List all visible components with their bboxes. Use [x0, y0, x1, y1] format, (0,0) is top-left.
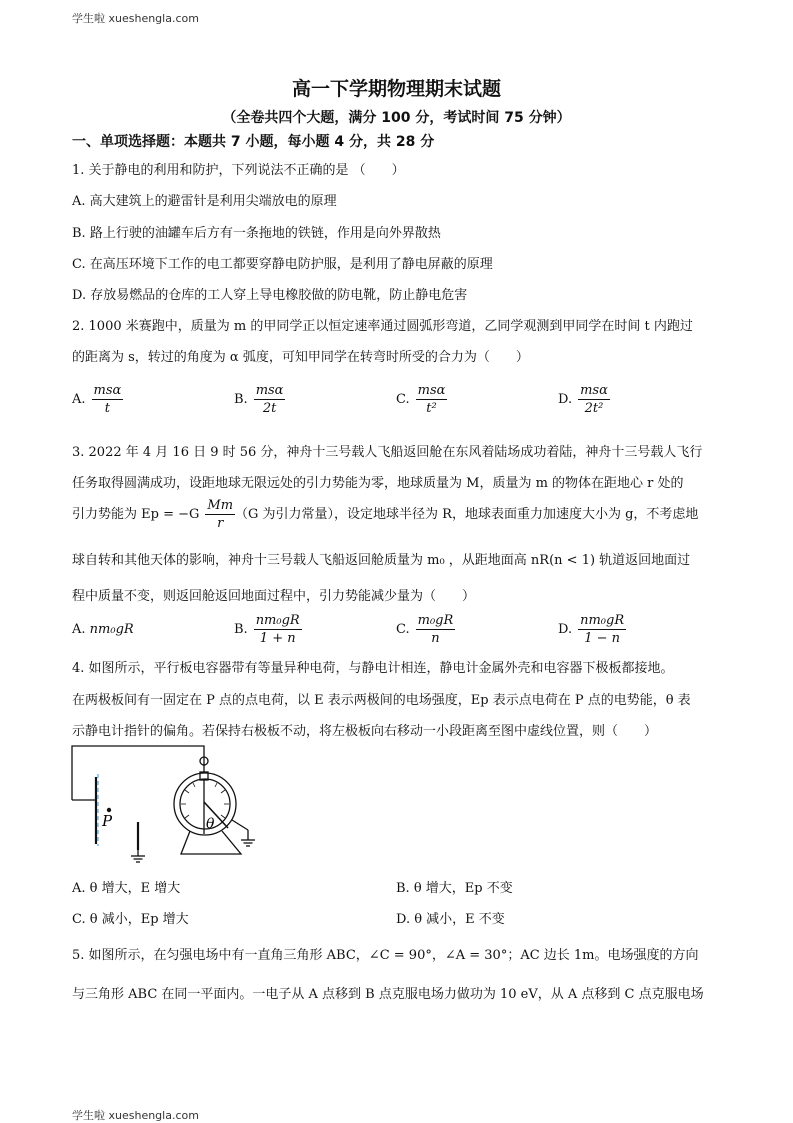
q3-option-a: A. nm₀gR	[72, 622, 134, 637]
q3-stem-line2: 任务取得圆满成功，设距地球无限远处的引力势能为零，地球质量为 M，质量为 m 的物体在距地心 r 处的	[72, 476, 684, 491]
q2-option-a: A. $\frac{\text{msα}}{t}$	[72, 383, 122, 416]
q3-option-c: C. $\frac{\text{m₀gR}}{n}$	[396, 613, 454, 646]
q4-option-b: B. θ 增大，Ep 不变	[396, 881, 513, 896]
page-subtitle: （全卷共四个大题，满分 100 分，考试时间 75 分钟）	[222, 110, 571, 126]
q4-stem-line2: 在两极板间有一固定在 P 点的点电荷，以 E 表示两极间的电场强度，Ep 表示点电荷在 P 点的电势能，θ 表	[72, 693, 691, 708]
q4-stem-line1: 4. 如图所示，平行板电容器带有等量异种电荷，与静电计相连，静电计金属外壳和电容器下极板都接地。	[72, 661, 674, 676]
q1-option-c: C. 在高压环境下工作的电工都要穿静电防护服，是利用了静电屏蔽的原理	[72, 257, 493, 272]
label-p: P	[102, 812, 113, 830]
q3-stem-line1: 3. 2022 年 4 月 16 日 9 时 56 分，神舟十三号载人飞船返回舱在东风着陆场成功着陆，神舟十三号载人飞行	[72, 445, 703, 460]
q1-option-a: A. 高大建筑上的避雷针是利用尖端放电的原理	[72, 194, 337, 209]
q2-option-b: B. $\frac{\text{msα}}{2t}$	[234, 383, 284, 416]
q4-option-a: A. θ 增大，E 增大	[72, 881, 181, 896]
q2-option-c: C. $\frac{\text{msα}}{\text{t²}}$	[396, 383, 446, 416]
section-heading: 一、单项选择题：本题共 7 小题，每小题 4 分，共 28 分	[72, 134, 435, 150]
q1-option-d: D. 存放易燃品的仓库的工人穿上导电橡胶做的防电靴，防止静电危害	[72, 288, 468, 303]
q3-stem-line3: 引力势能为 Ep = −G $\frac{Mm}{r}$ （G 为引力常量），设定地球半径为 R，地球表面重力加速度大小为 g，不考虑地	[72, 498, 699, 531]
q2-option-d: D. $\frac{\text{msα}}{\text{2t²}}$	[558, 383, 608, 416]
connecting-wire	[72, 746, 204, 800]
q3-stem-line4: 球自转和其他天体的影响，神舟十三号载人飞船返回舱质量为 m₀ ，从距地面高 nR(n < 1) 轨道返回地面过	[72, 553, 691, 568]
capacitor-electrometer-figure	[68, 744, 268, 866]
q2-stem-line2: 的距离为 s，转过的角度为 α 弧度，可知甲同学在转弯时所受的合力为（ ）	[72, 350, 529, 365]
q2-stem-line1: 2. 1000 米赛跑中，质量为 m 的甲同学正以恒定速率通过圆弧形弯道，乙同学观测到甲同学在时间 t 内跑过	[72, 319, 693, 334]
watermark-top: 学生啦 xueshengla.com	[72, 12, 199, 25]
label-theta: θ	[206, 816, 215, 832]
q3-option-b: B. $\frac{\text{nm₀gR}}{1 + n}$	[234, 613, 300, 646]
q4-option-d: D. θ 减小，E 不变	[396, 912, 505, 927]
q1-stem: 1. 关于静电的利用和防护，下列说法不正确的是 （ ）	[72, 163, 405, 178]
q4-stem-line3: 示静电计指针的偏角。若保持右极板不动，将左极板向右移动一小段距离至图中虚线位置，则（ ）	[72, 724, 658, 739]
q4-option-c: C. θ 减小，Ep 增大	[72, 912, 189, 927]
q3-stem-line5: 程中质量不变，则返回舱返回地面过程中，引力势能减少量为（ ）	[72, 589, 476, 604]
watermark-bottom: 学生啦 xueshengla.com	[72, 1109, 199, 1122]
page-title: 高一下学期物理期末试题	[291, 78, 501, 100]
q5-stem-line2: 与三角形 ABC 在同一平面内。一电子从 A 点移到 B 点克服电场力做功为 10 eV，从 A 点移到 C 点克服电场	[72, 987, 704, 1002]
q5-stem-line1: 5. 如图所示，在匀强电场中有一直角三角形 ABC，∠C = 90°，∠A = 30°；AC 边长 1m。电场强度的方向	[72, 948, 699, 963]
q3-option-d: D. $\frac{\text{nm₀gR}}{1 - n}$	[558, 613, 625, 646]
q1-option-b: B. 路上行驶的油罐车后方有一条拖地的铁链，作用是向外界散热	[72, 226, 441, 241]
